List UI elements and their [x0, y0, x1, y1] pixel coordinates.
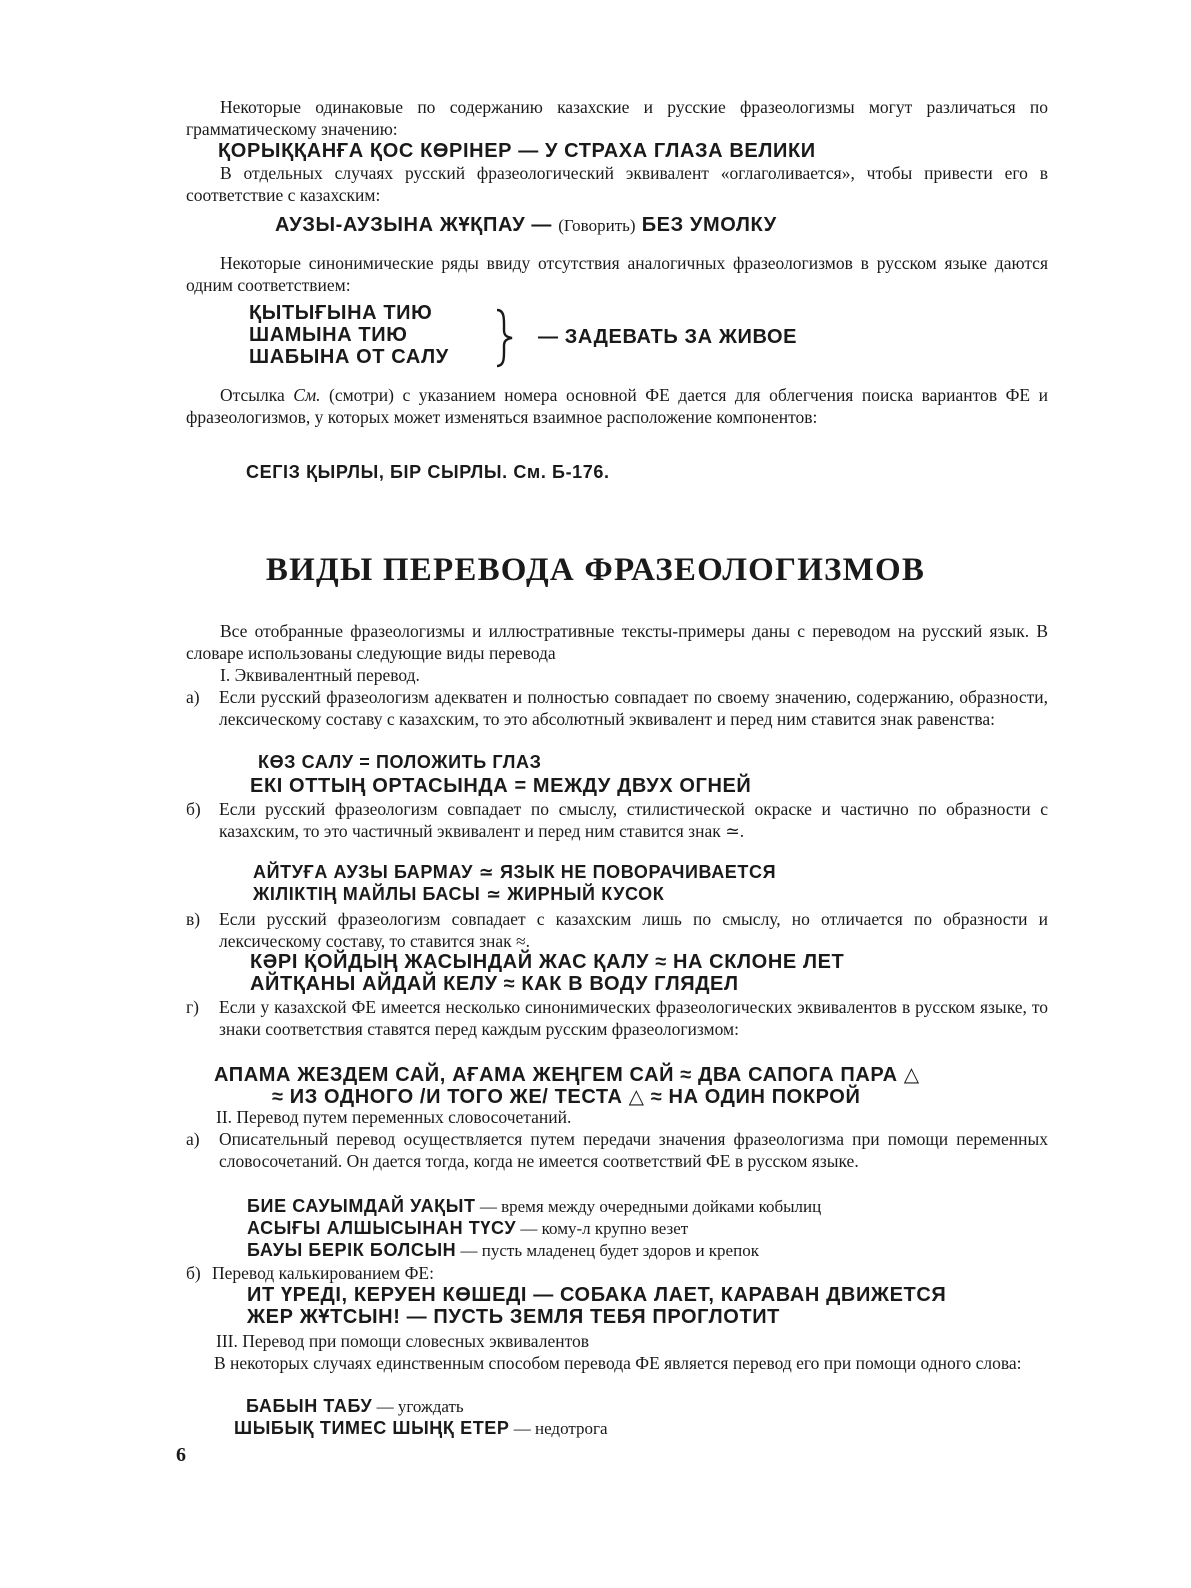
list-item-a2 [186, 1128, 1048, 1194]
example-kz: ШЫБЫҚ ТИМЕС ШЫҢҚ ЕТЕР [234, 1418, 510, 1438]
intro-example-1: ҚОРЫҚҚАНҒА ҚОС КӨРІНЕР — У СТРАХА ГЛАЗА ВЕЛИКИ [218, 140, 816, 162]
list-item-b-text: Если русский фразеологизм совпадает по смыслу, стилистической окраске и частично по образности с казахским, то это частичный эквивалент и перед ним ставится знак ≃. [219, 799, 1048, 841]
list-item-g-example-1: АПАМА ЖЕЗДЕМ САЙ, АҒАМА ЖЕҢГЕМ САЙ ≈ ДВА САПОГА ПАРА △ [214, 1064, 920, 1086]
list-item-a2-example-1 [247, 1196, 821, 1217]
list-item-a2-label: а) [186, 1129, 200, 1149]
synonym-line-2: ШАМЫНА ТИЮ [249, 324, 408, 346]
list-item-b2-label: б) [186, 1263, 201, 1283]
example-ru: — время между очередными дойками кобылиц [475, 1197, 822, 1216]
example-ru: — угождать [372, 1397, 464, 1416]
section-paragraph-6: В некоторых случаях единственным способом перевода ФЕ является перевод его при помощи одного слова: [214, 1353, 1022, 1373]
example-kz: АСЫҒЫ АЛШЫСЫНАН ТҮСУ [247, 1218, 517, 1238]
example-kz: БИЕ САУЫМДАЙ УАҚЫТ [247, 1196, 476, 1216]
word-equivalent-example-2 [234, 1418, 608, 1439]
intro-example-3: СЕГІЗ ҚЫРЛЫ, БІР СЫРЛЫ. См. Б-176. [246, 462, 610, 482]
list-item-g [186, 996, 1048, 1062]
subheading-equivalent: I. Эквивалентный перевод. [220, 665, 420, 685]
section-heading: ВИДЫ ПЕРЕВОДА ФРАЗЕОЛОГИЗМОВ [265, 552, 926, 588]
list-item-a2-example-2 [247, 1218, 688, 1239]
list-item-g-text: Если у казахской ФЕ имеется несколько синонимических фразеологических эквивалентов в русском языке, то знаки соответствия ставятся перед каждым русским фразеологизмом: [219, 997, 1048, 1039]
list-item-a-example-1: КӨЗ САЛУ = ПОЛОЖИТЬ ГЛАЗ [258, 752, 542, 772]
example-ru: — кому-л крупно везет [516, 1219, 689, 1238]
synonym-line-1: ҚЫТЫҒЫНА ТИЮ [249, 302, 433, 324]
list-item-a2-example-3 [247, 1240, 759, 1261]
synonym-target: — ЗАДЕВАТЬ ЗА ЖИВОЕ [538, 326, 798, 348]
subheading-variable-phrases: II. Перевод путем переменных словосочетаний. [216, 1107, 572, 1127]
list-item-v [186, 908, 1048, 952]
intro-paragraph-4-a: Отсылка [220, 385, 294, 405]
intro-paragraph-2: В отдельных случаях русский фразеологический эквивалент «оглаголивается», чтобы привести его в соответствие с казахским: [186, 163, 1048, 205]
intro-paragraph-4-sm: См. [293, 385, 321, 405]
list-item-b2-text: Перевод калькированием ФЕ: [212, 1263, 434, 1283]
list-item-a [186, 686, 1048, 752]
list-item-b-label: б) [186, 799, 201, 819]
list-item-b2 [186, 1262, 1048, 1284]
list-item-v-example-1: КӘРІ ҚОЙДЫҢ ЖАСЫНДАЙ ЖАС ҚАЛУ ≈ НА СКЛОНЕ ЛЕТ [250, 951, 845, 973]
intro-example-2-kz: АУЗЫ-АУЗЫНА ЖҰҚПАУ — [275, 214, 559, 236]
intro-example-2 [275, 214, 777, 237]
intro-paragraph-4-b: (смотри) с указанием номера основной ФЕ дается для облегчения поиска вариантов ФЕ и фразеологизмов, у которых может изменяться взаимное расположение компонентов: [186, 385, 1048, 427]
example-ru: — недотрога [509, 1419, 608, 1438]
intro-example-2-ru: БЕЗ УМОЛКУ [635, 214, 777, 236]
list-item-a-label: а) [186, 687, 200, 707]
intro-paragraph-1: Некоторые одинаковые по содержанию казахские и русские фразеологизмы могут различаться по грамматическому значению: [186, 97, 1048, 139]
list-item-a-example-2: ЕКІ ОТТЫҢ ОРТАСЫНДА = МЕЖДУ ДВУХ ОГНЕЙ [250, 775, 752, 797]
intro-paragraph-4 [186, 384, 1048, 428]
list-item-a2-text: Описательный перевод осуществляется путем передачи значения фразеологизма при помощи переменных словосочетаний. Он дается тогда, когда не имеется соответствий ФЕ в русском языке. [219, 1129, 1048, 1171]
intro-paragraph-3: Некоторые синонимические ряды ввиду отсутствия аналогичных фразеологизмов в русском языке даются одним соответствием: [186, 253, 1048, 295]
list-item-b2-example-2: ЖЕР ЖҰТСЫН! — ПУСТЬ ЗЕМЛЯ ТЕБЯ ПРОГЛОТИТ [247, 1306, 780, 1328]
page-number: 6 [176, 1444, 186, 1466]
list-item-b2-example-1: ИТ ҮРЕДІ, КЕРУЕН КӨШЕДІ — СОБАКА ЛАЕТ, КАРАВАН ДВИЖЕТСЯ [247, 1284, 947, 1306]
synonym-line-3: ШАБЫНА ОТ САЛУ [249, 346, 449, 368]
example-kz: БАУЫ БЕРІК БОЛСЫН [247, 1240, 457, 1260]
example-ru: — пусть младенец будет здоров и крепок [456, 1241, 759, 1260]
subheading-word-equivalents: III. Перевод при помощи словесных эквивалентов [216, 1331, 590, 1351]
list-item-b-example-1: АЙТУҒА АУЗЫ БАРМАУ ≃ ЯЗЫК НЕ ПОВОРАЧИВАЕТСЯ [253, 862, 777, 882]
list-item-b-example-2: ЖІЛІКТІҢ МАЙЛЫ БАСЫ ≃ ЖИРНЫЙ КУСОК [253, 884, 665, 904]
list-item-v-example-2: АЙТҚАНЫ АЙДАЙ КЕЛУ ≈ КАК В ВОДУ ГЛЯДЕЛ [250, 973, 739, 995]
list-item-b [186, 798, 1048, 864]
list-item-v-label: в) [186, 909, 201, 929]
section-paragraph-1: Все отобранные фразеологизмы и иллюстративные тексты-примеры даны с переводом на русский язык. В словаре использованы следующие виды перевода [186, 621, 1048, 663]
word-equivalent-example-1 [246, 1396, 464, 1417]
intro-example-2-paren: (Говорить) [558, 216, 636, 235]
list-item-v-text: Если русский фразеологизм совпадает с казахским лишь по смыслу, но отличается по образности и лексическому составу, то ставится знак ≈. [219, 909, 1048, 951]
example-kz: БАБЫН ТАБУ [246, 1396, 373, 1416]
list-item-a-text: Если русский фразеологизм адекватен и полностью совпадает по своему значению, содержанию, образности, лексическому составу с казахским, то это абсолютный эквивалент и перед ним ставится знак равенства: [219, 687, 1048, 729]
curly-brace-icon [494, 308, 516, 368]
list-item-g-label: г) [186, 997, 200, 1017]
list-item-g-example-2: ≈ ИЗ ОДНОГО /И ТОГО ЖЕ/ ТЕСТА △ ≈ НА ОДИН ПОКРОЙ [272, 1086, 861, 1108]
